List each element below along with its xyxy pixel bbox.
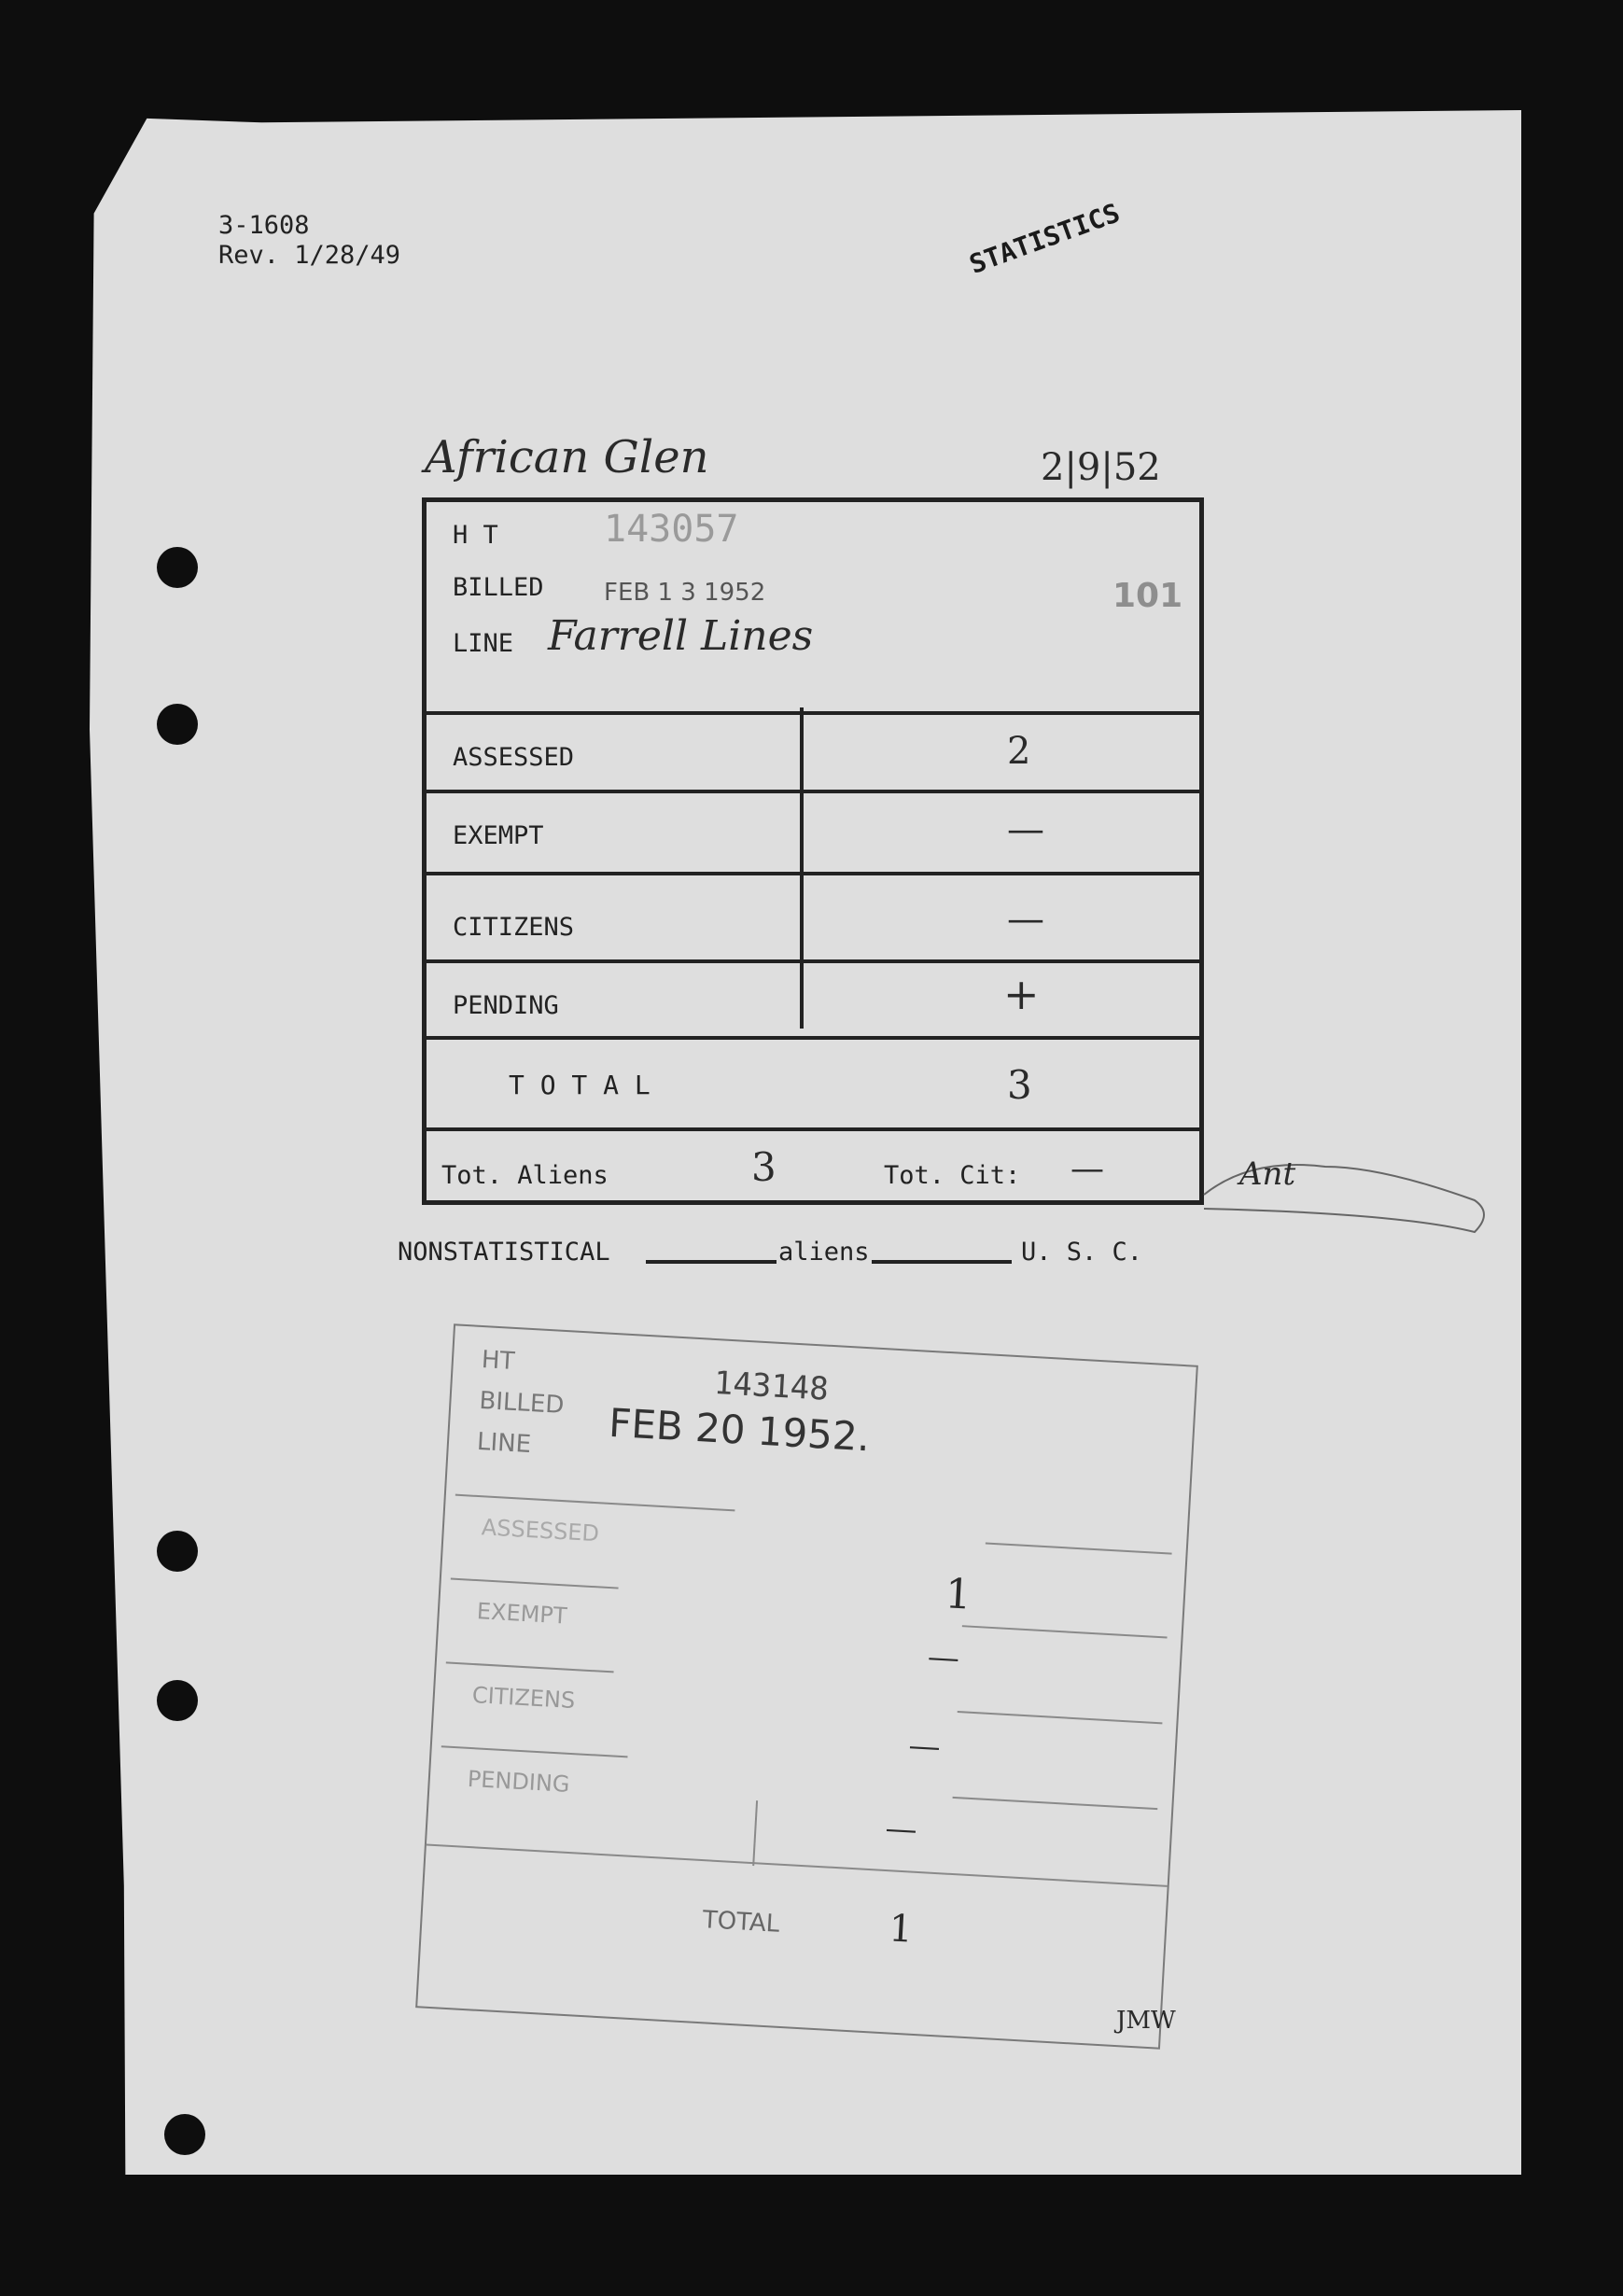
statistics-stamp: STATISTICS <box>965 197 1125 281</box>
nonstatistical-label: NONSTATISTICAL <box>398 1238 610 1267</box>
stamp-citizens-value: — <box>907 1727 942 1767</box>
stamp-total-value: 1 <box>888 1907 915 1952</box>
ht-number: 143057 <box>604 508 739 551</box>
citizens-label: CITIZENS <box>453 913 575 942</box>
assessed-label: ASSESSED <box>453 743 575 772</box>
punch-hole <box>164 2114 205 2155</box>
stamp-total-label: TOTAL <box>702 1906 781 1939</box>
stamp-exempt-value: — <box>926 1638 961 1678</box>
form-revision: Rev. 1/28/49 <box>218 241 401 270</box>
punch-hole <box>157 704 198 745</box>
stamp-number: 101 <box>1112 577 1183 615</box>
pending-value: + <box>1003 969 1040 1019</box>
statistics-form <box>422 497 1204 1205</box>
stamp-billed-label: BILLED <box>478 1386 566 1420</box>
initials: Ant <box>1239 1155 1296 1193</box>
ht-label: H T <box>453 521 498 550</box>
punch-hole <box>157 547 198 588</box>
stamp-ht-label: HT <box>481 1346 516 1376</box>
exempt-value: — <box>1007 808 1044 851</box>
stamp-billed-date: FEB 20 1952. <box>608 1399 872 1461</box>
stamp-citizens-label: CITIZENS <box>471 1682 576 1715</box>
stamp-pending-label: PENDING <box>467 1765 571 1798</box>
stamp-line-label: LINE <box>476 1427 532 1460</box>
tot-aliens-label: Tot. Aliens <box>441 1161 609 1190</box>
billed-label: BILLED <box>453 573 544 602</box>
exempt-label: EXEMPT <box>453 821 544 850</box>
punch-hole <box>157 1680 198 1721</box>
total-label: T O T A L <box>509 1070 651 1100</box>
form-number: 3-1608 <box>218 211 310 240</box>
tot-cit-value: — <box>1070 1150 1104 1188</box>
stamp-exempt-label: EXEMPT <box>476 1598 568 1630</box>
stamp-initials: JMW <box>1116 2007 1176 2035</box>
pending-label: PENDING <box>453 991 559 1020</box>
punch-hole <box>157 1531 198 1572</box>
nonstatistical-aliens: aliens <box>778 1238 870 1267</box>
billed-date: FEB 1 3 1952 <box>604 579 766 607</box>
nonstatistical-usc: U. S. C. <box>1021 1238 1143 1267</box>
total-value: 3 <box>1007 1062 1032 1108</box>
stamp-assessed-label: ASSESSED <box>481 1514 600 1547</box>
line-label: LINE <box>453 629 514 658</box>
assessed-value: 2 <box>1007 730 1031 773</box>
citizens-value: — <box>1007 898 1044 941</box>
second-stamp <box>415 1323 1198 2049</box>
stamp-ht-number: 143148 <box>712 1364 830 1408</box>
line-name: Farrell Lines <box>548 612 814 660</box>
tot-cit-label: Tot. Cit: <box>884 1161 1021 1190</box>
vessel-name: African Glen <box>425 431 709 483</box>
tot-aliens-value: 3 <box>751 1144 777 1190</box>
stamp-assessed-value: 1 <box>944 1570 973 1619</box>
handwritten-date: 2|9|52 <box>1041 446 1161 489</box>
stamp-pending-value: — <box>884 1809 918 1849</box>
